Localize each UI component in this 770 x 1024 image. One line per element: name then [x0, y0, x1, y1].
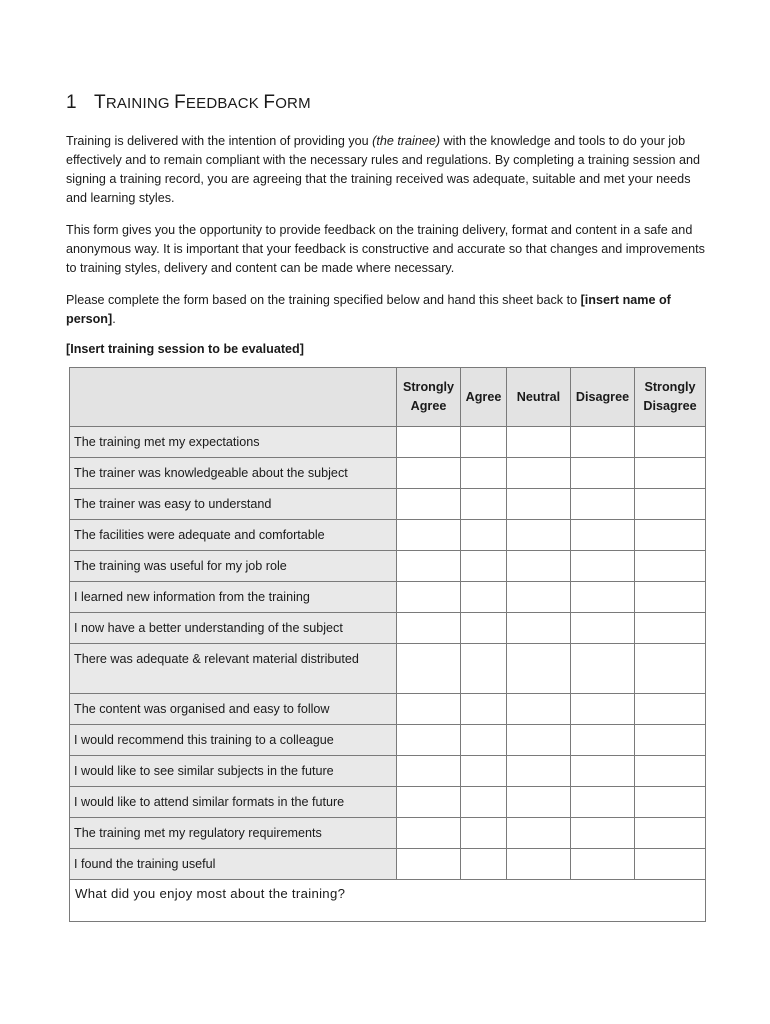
rating-cell-disagree[interactable]	[571, 644, 635, 694]
table-row	[70, 725, 706, 756]
rating-cell-strongly-agree[interactable]	[397, 849, 461, 880]
statement-label: The trainer was knowledgeable about the subject	[70, 458, 397, 489]
rating-cell-strongly-agree[interactable]	[397, 427, 461, 458]
section-title	[94, 92, 311, 113]
rating-cell-neutral[interactable]	[507, 613, 571, 644]
rating-cell-neutral[interactable]	[507, 644, 571, 694]
rating-cell-strongly-disagree[interactable]	[635, 489, 706, 520]
rating-cell-strongly-agree[interactable]	[397, 644, 461, 694]
title-segment: F	[174, 92, 186, 113]
rating-cell-agree[interactable]	[461, 694, 507, 725]
rating-cell-strongly-agree[interactable]	[397, 520, 461, 551]
rating-cell-disagree[interactable]	[571, 787, 635, 818]
table-row	[70, 849, 706, 880]
rating-cell-neutral[interactable]	[507, 849, 571, 880]
header-blank-cell	[70, 368, 397, 427]
rating-cell-strongly-agree[interactable]	[397, 818, 461, 849]
table-row	[70, 756, 706, 787]
document-page	[66, 92, 706, 922]
rating-cell-strongly-disagree[interactable]	[635, 458, 706, 489]
rating-cell-strongly-disagree[interactable]	[635, 551, 706, 582]
rating-cell-strongly-agree[interactable]	[397, 787, 461, 818]
rating-cell-disagree[interactable]	[571, 725, 635, 756]
column-header-strongly-disagree: Strongly Disagree	[635, 368, 706, 427]
rating-cell-neutral[interactable]	[507, 520, 571, 551]
rating-cell-neutral[interactable]	[507, 756, 571, 787]
title-segment: ORM	[275, 95, 311, 112]
rating-cell-strongly-agree[interactable]	[397, 756, 461, 787]
table-row	[70, 551, 706, 582]
statement-label: The content was organised and easy to follow	[70, 694, 397, 725]
statement-label: I would recommend this training to a colleague	[70, 725, 397, 756]
statement-label: I now have a better understanding of the subject	[70, 613, 397, 644]
rating-cell-strongly-disagree[interactable]	[635, 818, 706, 849]
rating-cell-neutral[interactable]	[507, 427, 571, 458]
insert-name-placeholder: [insert name of person]	[66, 293, 671, 326]
statement-label: The facilities were adequate and comfortable	[70, 520, 397, 551]
table-header-row	[70, 368, 706, 427]
rating-cell-strongly-disagree[interactable]	[635, 582, 706, 613]
statement-label: I would like to attend similar formats in the future	[70, 787, 397, 818]
intro-paragraph-2: This form gives you the opportunity to provide feedback on the training delivery, format and content in a safe and anonymous way. It is important that your feedback is constructive and accurate so that changes and improvements to training styles, delivery and content can be made where necessary.	[66, 223, 705, 275]
intro-p3-text-start: Please complete the form based on the training specified below and hand this sheet back to	[66, 293, 581, 307]
statement-label: The training was useful for my job role	[70, 551, 397, 582]
rating-cell-agree[interactable]	[461, 427, 507, 458]
table-row	[70, 694, 706, 725]
rating-cell-strongly-agree[interactable]	[397, 725, 461, 756]
table-row	[70, 520, 706, 551]
table-row	[70, 582, 706, 613]
column-header-disagree: Disagree	[571, 368, 635, 427]
rating-cell-strongly-agree[interactable]	[397, 694, 461, 725]
rating-cell-agree[interactable]	[461, 849, 507, 880]
title-segment: T	[94, 92, 106, 113]
statement-label: There was adequate & relevant material distributed	[70, 644, 397, 694]
rating-cell-neutral[interactable]	[507, 694, 571, 725]
rating-cell-neutral[interactable]	[507, 489, 571, 520]
rating-cell-strongly-disagree[interactable]	[635, 725, 706, 756]
column-header-agree: Agree	[461, 368, 507, 427]
intro-p1-text-end: with the knowledge and tools to do your job effectively and to remain compliant with the necessary rules and regulations. By completing a training session and signing a training record, you are agreeing that the training received was adequate, suitable and met your needs and learning styles.	[66, 134, 700, 205]
rating-cell-agree[interactable]	[461, 520, 507, 551]
table-row	[70, 489, 706, 520]
rating-cell-agree[interactable]	[461, 644, 507, 694]
column-header-neutral: Neutral	[507, 368, 571, 427]
rating-cell-agree[interactable]	[461, 551, 507, 582]
table-row	[70, 787, 706, 818]
rating-cell-disagree[interactable]	[571, 520, 635, 551]
intro-paragraph-3	[66, 291, 706, 329]
rating-cell-disagree[interactable]	[571, 818, 635, 849]
statement-label: I found the training useful	[70, 849, 397, 880]
rating-cell-agree[interactable]	[461, 787, 507, 818]
rating-cell-strongly-disagree[interactable]	[635, 427, 706, 458]
title-segment: RAINING	[105, 95, 175, 112]
rating-cell-strongly-disagree[interactable]	[635, 520, 706, 551]
intro-p1-text-start: Training is delivered with the intention of providing you	[66, 134, 373, 148]
statement-label: The training met my expectations	[70, 427, 397, 458]
intro-p3-text-end: .	[112, 312, 116, 326]
title-segment: EEDBACK	[185, 95, 264, 112]
rating-cell-disagree[interactable]	[571, 427, 635, 458]
rating-cell-neutral[interactable]	[507, 725, 571, 756]
feedback-table	[69, 367, 706, 922]
rating-cell-agree[interactable]	[461, 725, 507, 756]
rating-cell-strongly-disagree[interactable]	[635, 849, 706, 880]
rating-cell-strongly-agree[interactable]	[397, 458, 461, 489]
intro-p1-italic: (the trainee)	[372, 134, 441, 148]
section-number: 1	[66, 92, 77, 113]
rating-cell-disagree[interactable]	[571, 756, 635, 787]
title-segment: F	[263, 92, 276, 113]
training-session-placeholder: [Insert training session to be evaluated]	[66, 342, 304, 356]
column-header-strongly-agree: Strongly Agree	[397, 368, 461, 427]
rating-cell-neutral[interactable]	[507, 818, 571, 849]
table-row	[70, 818, 706, 849]
section-heading	[66, 92, 706, 114]
rating-cell-disagree[interactable]	[571, 458, 635, 489]
statement-label: I learned new information from the training	[70, 582, 397, 613]
table-row	[70, 427, 706, 458]
rating-cell-agree[interactable]	[461, 582, 507, 613]
rating-cell-disagree[interactable]	[571, 582, 635, 613]
rating-cell-agree[interactable]	[461, 458, 507, 489]
rating-cell-strongly-agree[interactable]	[397, 613, 461, 644]
rating-cell-strongly-disagree[interactable]	[635, 756, 706, 787]
rating-cell-neutral[interactable]	[507, 582, 571, 613]
rating-cell-disagree[interactable]	[571, 551, 635, 582]
rating-cell-agree[interactable]	[461, 818, 507, 849]
statement-label: I would like to see similar subjects in the future	[70, 756, 397, 787]
open-question-field[interactable]: What did you enjoy most about the training?	[70, 880, 706, 922]
table-row	[70, 613, 706, 644]
rating-cell-strongly-disagree[interactable]	[635, 613, 706, 644]
rating-cell-strongly-agree[interactable]	[397, 551, 461, 582]
statement-label: The training met my regulatory requirements	[70, 818, 397, 849]
rating-cell-agree[interactable]	[461, 489, 507, 520]
rating-cell-neutral[interactable]	[507, 458, 571, 489]
open-question-row	[70, 880, 706, 922]
rating-cell-agree[interactable]	[461, 613, 507, 644]
rating-cell-strongly-disagree[interactable]	[635, 787, 706, 818]
rating-cell-neutral[interactable]	[507, 787, 571, 818]
rating-cell-strongly-agree[interactable]	[397, 582, 461, 613]
table-row	[70, 644, 706, 694]
rating-cell-agree[interactable]	[461, 756, 507, 787]
rating-cell-strongly-agree[interactable]	[397, 489, 461, 520]
rating-cell-strongly-disagree[interactable]	[635, 694, 706, 725]
statement-label: The trainer was easy to understand	[70, 489, 397, 520]
rating-cell-disagree[interactable]	[571, 849, 635, 880]
rating-cell-disagree[interactable]	[571, 694, 635, 725]
rating-cell-strongly-disagree[interactable]	[635, 644, 706, 694]
rating-cell-disagree[interactable]	[571, 613, 635, 644]
intro-paragraph-1	[66, 132, 706, 208]
rating-cell-neutral[interactable]	[507, 551, 571, 582]
table-row	[70, 458, 706, 489]
rating-cell-disagree[interactable]	[571, 489, 635, 520]
